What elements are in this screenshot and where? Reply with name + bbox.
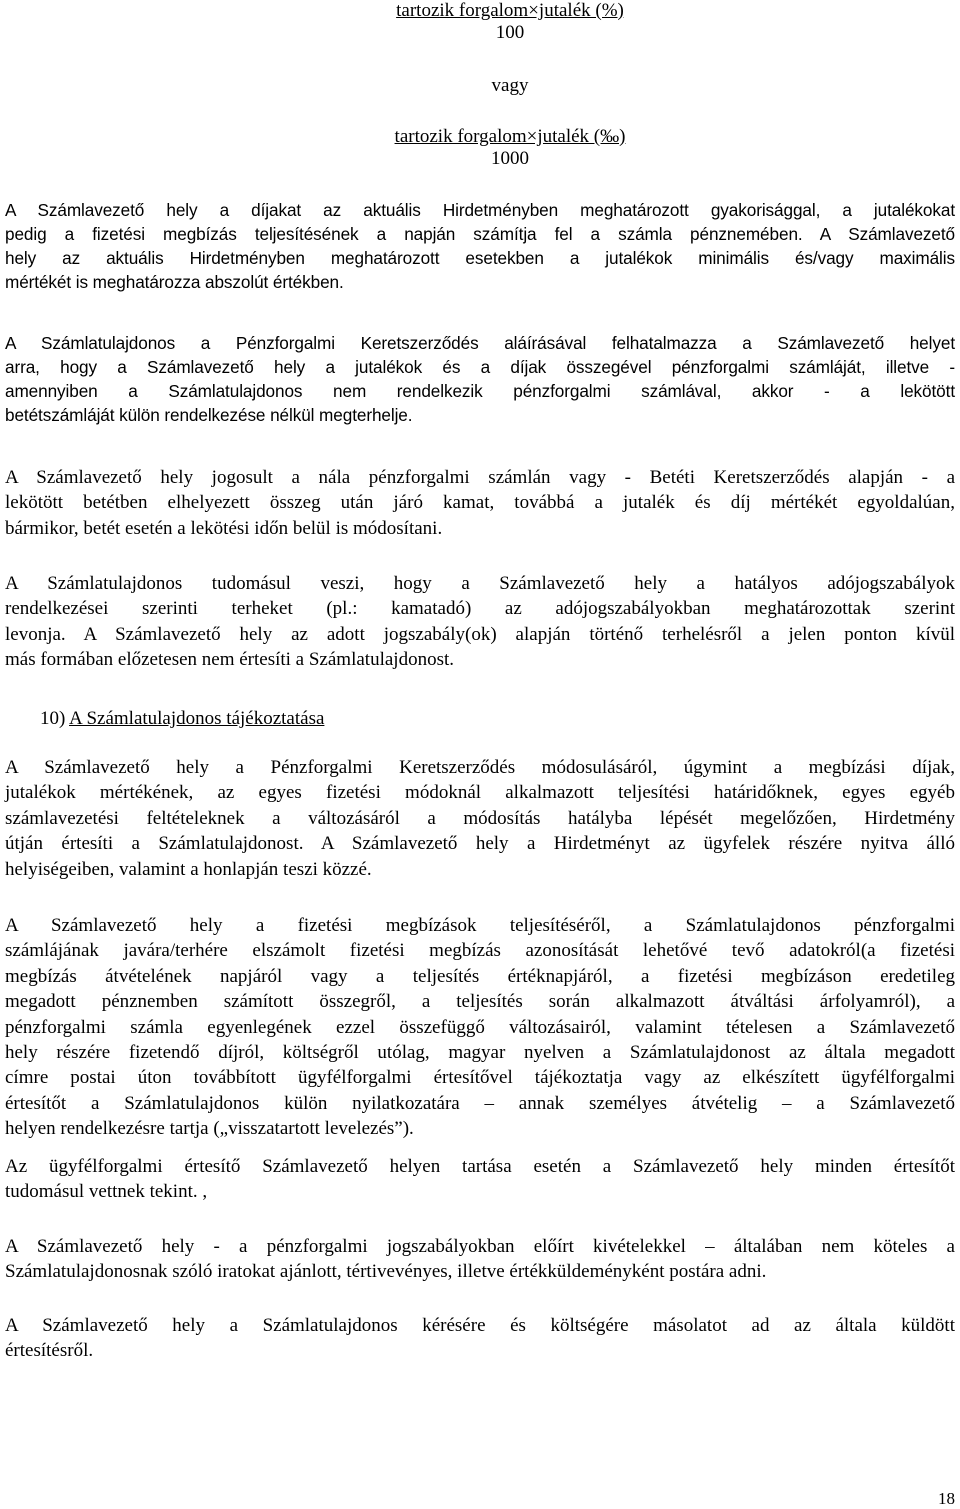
section-number: 10)	[40, 708, 66, 729]
paragraph-line: számlavezetési feltételeknek a változásáról a módosítás hatályba lépését megelőzően, Hirdetmény	[5, 807, 955, 829]
paragraph-line: A Számlavezető hely a díjakat az aktuális Hirdetményben meghatározott gyakorisággal, a jutalékokat	[5, 200, 955, 220]
paragraph-line: hely az aktuális Hirdetményben meghatározott esetekben a jutalékok minimális és/vagy maximális	[5, 248, 955, 268]
paragraph-line: helyiségeiben, valamint a honlapján teszi közzé.	[5, 858, 372, 880]
paragraph-line: számlájának javára/terhére elszámolt fizetési megbízás azonosítását lehetővé tevő adatokról(a fizetési	[5, 940, 955, 962]
paragraph-line: Számlatulajdonosnak szóló iratokat ajánlott, tértivevényes, illetve értékküldeményként postára adni.	[5, 1261, 767, 1283]
formula-permille-numerator: tartozik forgalom×jutalék (‰)	[394, 126, 626, 147]
paragraph-line: pedig a fizetési megbízás teljesítésének a napján számítja fel a számla pénznemében. A Számlavezető	[5, 224, 955, 244]
section-title: A Számlatulajdonos tájékoztatása	[69, 708, 325, 729]
paragraph-line: bármikor, betét esetén a lekötési időn belül is módosítani.	[5, 517, 443, 539]
paragraph-line: helyen rendelkezésre tartja („visszatartott levelezés”).	[5, 1118, 414, 1140]
paragraph-debit-authorization	[5, 331, 955, 427]
paragraph-line: tudomásul vettnek tekint. ,	[5, 1181, 208, 1203]
paragraph-line: lekötött betétben elhelyezett összeg után járó kamat, továbbá a jutalék és díj mértékét egyoldalúan,	[5, 492, 955, 514]
paragraph-line: levonja. A Számlavezető hely az adott jogszabály(ok) alapján történő terhelésről a jelen ponton kívül	[5, 623, 955, 645]
paragraph-line: jutalékok mértékének, az egyes fizetési módoknál alkalmazott teljesítési határidőknek, egyes egyéb	[5, 782, 955, 804]
page-number: 18	[938, 1489, 955, 1508]
paragraph-line: értesítésről.	[5, 1340, 94, 1362]
paragraph-line: A Számlavezető hely - a pénzforgalmi jogszabályokban előírt kivételekkel – általában nem köteles a	[5, 1236, 955, 1257]
paragraph-line: A Számlavezető hely jogosult a nála pénzforgalmi számlán vagy - Betéti Keretszerződés alapján - a	[5, 467, 955, 488]
formula-percent-denominator: 100	[495, 22, 525, 43]
paragraph-mailing-obligation	[5, 1234, 955, 1285]
paragraph-line: betétszámláját külön rendelkezése nélkül megterhelje.	[5, 405, 413, 425]
paragraph-line: A Számlavezető hely a fizetési megbízások teljesítéséről, a Számlatulajdonos pénzforgalmi	[5, 915, 955, 936]
paragraph-line: értesítőt a Számlatulajdonos külön nyilatkozatára – annak személyes átvételig – a Számlavezető	[5, 1092, 955, 1114]
paragraph-rate-modification	[5, 465, 955, 541]
paragraph-copy-request	[5, 1313, 955, 1364]
paragraph-line: mértékét is meghatározza abszolút értékben.	[5, 272, 344, 292]
paragraph-fee-charging	[5, 198, 955, 294]
paragraph-line: amennyiben a Számlatulajdonos nem rendelkezik pénzforgalmi számlával, akkor - a lekötött	[5, 381, 955, 401]
paragraph-line: A Számlavezető hely a Számlatulajdonos kérésére és költségére másolatot ad az általa küldött	[5, 1315, 955, 1336]
paragraph-line: megadott pénznemben számított összegről, a teljesítés során alkalmazott átváltási árfolyamról), a	[5, 991, 955, 1013]
formula-percent-numerator: tartozik forgalom×jutalék (%)	[396, 0, 624, 21]
paragraph-line: útján értesíti a Számlatulajdonost. A Számlavezető hely a Hirdetményt az ügyfelek részére nyitva álló	[5, 833, 955, 855]
paragraph-line: Az ügyfélforgalmi értesítő Számlavezető helyen tartása esetén a Számlavezető hely minden értesítőt	[5, 1156, 955, 1177]
paragraph-line: A Számlavezető hely a Pénzforgalmi Keretszerződés módosulásáról, úgymint a megbízási díjak,	[5, 757, 955, 778]
paragraph-line: A Számlatulajdonos tudomásul veszi, hogy a Számlavezető hely a hatályos adójogszabályok	[5, 573, 955, 594]
paragraph-line: rendelkezései szerinti terheket (pl.: kamatadó) az adójogszabályokban meghatározottak szerint	[5, 598, 955, 620]
paragraph-line: hely részére fizetendő díjról, költségről utólag, magyar nyelven a Számlatulajdonost az általa megadott	[5, 1042, 955, 1064]
paragraph-line: más formában előzetesen nem értesíti a Számlatulajdonost.	[5, 649, 454, 671]
paragraph-line: megbízás átvételének napjáról vagy a teljesítés értéknapjáról, a fizetési megbízáson eredetileg	[5, 965, 955, 987]
formula-connector: vagy	[491, 75, 529, 96]
paragraph-line: címre postai úton továbbított ügyfélforgalmi értesítővel tájékoztatja vagy az elkészített ügyfélforgalmi	[5, 1067, 955, 1089]
paragraph-line: pénzforgalmi számla egyenlegének ezzel összefüggő változásairól, valamint tételesen a Számlavezető	[5, 1016, 955, 1038]
formula-permille-denominator: 1000	[491, 148, 529, 169]
paragraph-contract-changes	[5, 755, 955, 882]
paragraph-held-statements	[5, 1154, 955, 1205]
section-heading	[40, 706, 324, 731]
paragraph-line: arra, hogy a Számlavezető hely a jutalékok és a díjak összegével pénzforgalmi számláját, illetve -	[5, 357, 955, 377]
paragraph-tax-deduction	[5, 571, 955, 673]
paragraph-line: A Számlatulajdonos a Pénzforgalmi Keretszerződés aláírásával felhatalmazza a Számlavezető helyet	[5, 333, 955, 353]
paragraph-statement-information	[5, 913, 955, 1142]
